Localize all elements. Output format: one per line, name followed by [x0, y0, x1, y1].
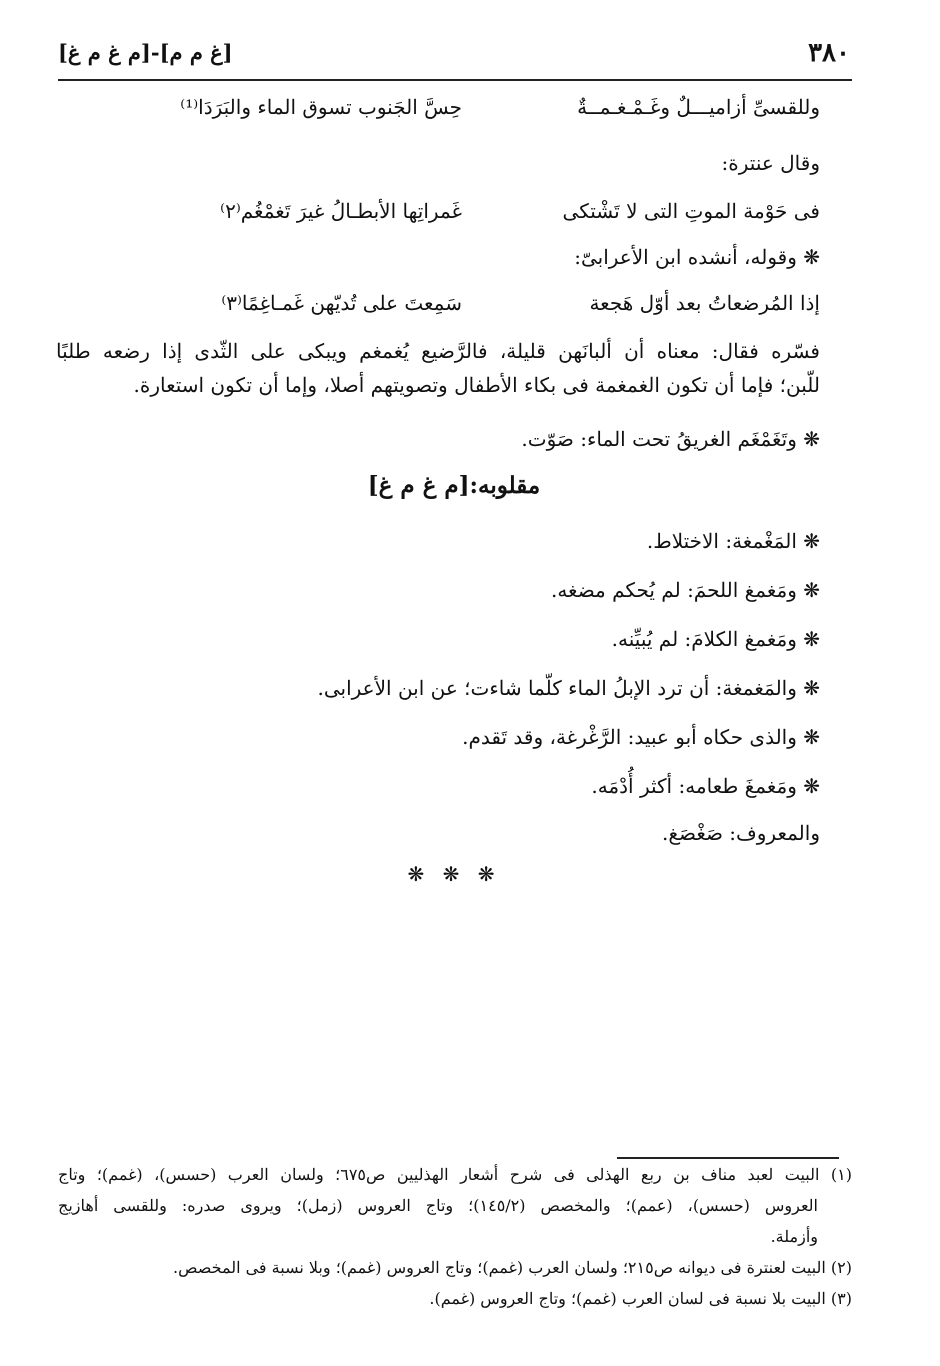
paragraph-line: للّبن؛ فإما أن تكون الغمغمة فى بكاء الأطفال وتصويتهم أصلا، وإما أن تكون استعارة.	[133, 373, 820, 397]
footnote-rule	[617, 1157, 839, 1159]
entry-line: ❋ والذى حكاه أبو عبيد: الرَّغْرغة، وقد تَقدم.	[462, 725, 820, 749]
verse-first-hemistich: وللقسىِّ أزاميـــلٌ وغَـمْـغـمــةٌ	[577, 95, 820, 119]
text-line: وقال عنترة:	[721, 151, 820, 175]
verse-second-hemistich: سَمِعتَ على تُديّهن غَمـاغِمًا⁽٣⁾	[221, 291, 462, 315]
entry-line: والمعروف: صَغْصَغ.	[661, 821, 820, 845]
verse-line	[88, 288, 820, 318]
verse-first-hemistich: فى حَوْمة الموتِ التى لا تَشْتكى	[562, 199, 820, 223]
running-head: [غ م م]-[م غ م غ]	[58, 40, 233, 65]
verse-second-hemistich: غَمراتِها الأبطـالُ غيرَ تَغمْغُم⁽٢⁾	[220, 199, 462, 223]
entry-line: ❋ ومَغمغ اللحمَ: لم يُحكم مضغه.	[550, 578, 820, 602]
footnote-line: وأزملة.	[770, 1227, 818, 1246]
verse-second-hemistich: حِسَّ الجَنوب تسوق الماء والبَرَدَا⁽¹⁾	[180, 95, 462, 119]
page-number: ٣٨٠	[808, 38, 850, 68]
verse-first-hemistich: إذا المُرضعاتُ بعد أوّل هَجعة	[589, 291, 820, 315]
entry-line: ❋ ومَغمغَ طعامه: أكثر أُدْمَه.	[591, 774, 820, 798]
entry-line: ❋ وقوله، أنشده ابن الأعرابىّ:	[574, 245, 820, 269]
footnote-line: (٣) البيت بلا نسبة فى لسان العرب (غمم)؛ وتاج العروس (غمم).	[429, 1289, 852, 1308]
entry-line: ❋ والمَغمغة: أن ترد الإبلُ الماء كلّما شاءت؛ عن ابن الأعرابى.	[317, 676, 820, 700]
paragraph-line: فسّره فقال: معناه أن ألبانَهن قليلة، فالرَّضيع يُغمغم ويبكى على الثّدى إذا رضعه طلبًا	[56, 339, 820, 363]
entry-line: ❋ وتَغَمْغَم الغريقُ تحت الماء: صَوّت.	[521, 427, 820, 451]
entry-line: ❋ ومَغمغ الكلامَ: لم يُبيِّنه.	[611, 627, 820, 651]
section-title: مقلوبه:[م غ م غ]	[367, 472, 541, 499]
entry-line: ❋ المَغْمغة: الاختلاط.	[646, 529, 820, 553]
footnote-line: العروس (حسس)، (عمم)؛ والمخصص (١٤٥/٢)؛ وتاج العروس (زمل)؛ ويروى صدره: وللقسى أهازيج	[58, 1196, 818, 1215]
section-end-ornament: ❋ ❋ ❋	[407, 862, 501, 886]
page-header	[58, 38, 850, 78]
footnote-line: (١) البيت لعبد مناف بن ربع الهذلى فى شرح أشعار الهذليين ص٦٧٥؛ ولسان العرب (حسس)، (غمم)؛ وتاج	[58, 1165, 852, 1184]
header-rule	[58, 79, 852, 81]
footnote-line: (٢) البيت لعنترة فى ديوانه ص٢١٥؛ ولسان العرب (غمم)؛ وتاج العروس (غمم)؛ وبلا نسبة فى المخصص.	[173, 1258, 852, 1277]
verse-line	[88, 196, 820, 226]
verse-line	[88, 92, 820, 122]
